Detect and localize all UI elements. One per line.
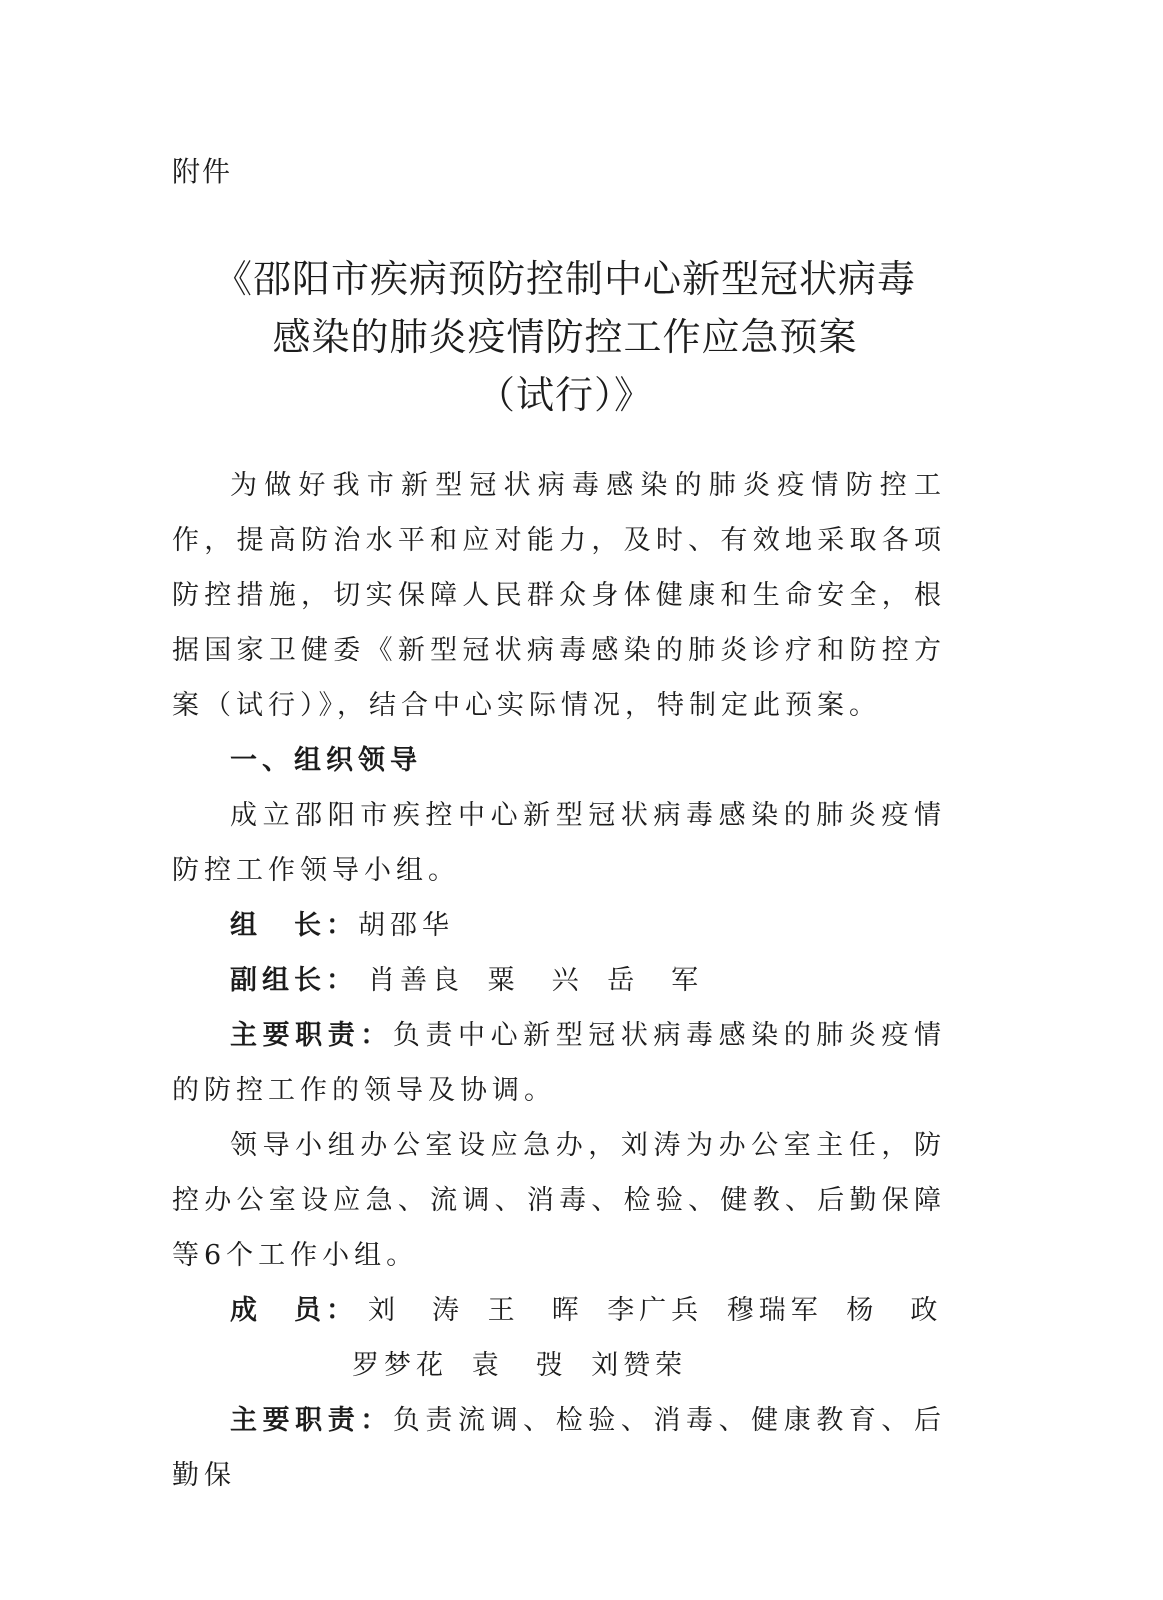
duty-label: 主要职责： [230, 1020, 393, 1051]
title-line-2: 感染的肺炎疫情防控工作应急预案 [272, 315, 858, 359]
deputy-name: 粟 兴 [487, 965, 584, 996]
members-label: 成 员： [230, 1295, 358, 1326]
title-line-1: 《邵阳市疾病预防控制中心新型冠状病毒 [213, 257, 916, 301]
deputy-label: 副组长： [230, 965, 358, 996]
leader-label: 组 长： [230, 910, 358, 941]
member-name: 王 晖 [487, 1295, 584, 1326]
member-name: 刘赞荣 [591, 1350, 688, 1381]
document-title [150, 250, 980, 424]
deputy-name: 肖善良 [368, 965, 464, 996]
leader-name: 胡邵华 [358, 910, 454, 941]
deputy-row [172, 953, 946, 1008]
leader-row [172, 898, 946, 953]
attachment-label: 附件 [172, 155, 233, 188]
duty-label: 主要职责： [230, 1405, 393, 1436]
duty-text: 负责流调、检验、消毒、健康教育、后勤保 [172, 1405, 947, 1491]
intro-paragraph: 为做好我市新型冠状病毒感染的肺炎疫情防控工作，提高防治水平和应对能力，及时、有效地采取各项防控措施，切实保障人民群众身体健康和生命安全，根据国家卫健委《新型冠状病毒感染的肺炎诊疗和防控方案（试行）》，结合中心实际情况，特制定此预案。 [172, 470, 946, 721]
members-row [172, 1283, 946, 1338]
member-name: 李广兵 [607, 1295, 704, 1326]
member-name: 杨 政 [846, 1295, 943, 1326]
deputy-name: 岳 军 [607, 965, 704, 996]
member-name: 穆瑞军 [726, 1295, 823, 1326]
title-line-3: （试行）》 [476, 373, 653, 417]
section-heading: 一、组织领导 [230, 745, 422, 776]
member-name: 罗梦花 [352, 1350, 448, 1381]
member-name: 袁 弢 [471, 1350, 568, 1381]
group-paragraph: 成立邵阳市疾控中心新型冠状病毒感染的肺炎疫情防控工作领导小组。 [172, 800, 946, 886]
duty-paragraph-2 [172, 1393, 946, 1503]
duty-text: 负责中心新型冠状病毒感染的肺炎疫情的防控工作的领导及协调。 [172, 1020, 947, 1106]
office-paragraph: 领导小组办公室设应急办，刘涛为办公室主任，防控办公室设应急、流调、消毒、检验、健教、后勤保障等6个工作小组。 [172, 1130, 946, 1271]
members-row-2 [172, 1338, 946, 1393]
document-body [172, 458, 946, 1503]
duty-paragraph-1 [172, 1008, 946, 1118]
member-name: 刘 涛 [368, 1295, 464, 1326]
